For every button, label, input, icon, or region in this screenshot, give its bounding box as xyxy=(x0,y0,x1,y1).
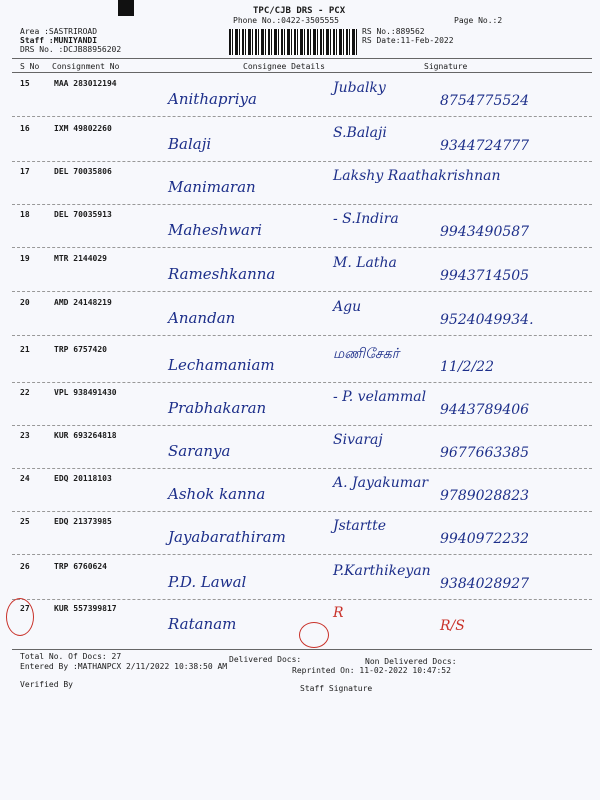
handwritten-signature: Lakshy Raathakrishnan xyxy=(333,168,501,184)
handwritten-signature: R xyxy=(333,605,344,621)
handwritten-signature: Sivaraj xyxy=(333,432,383,448)
row-sno: 27 xyxy=(20,604,30,613)
handwritten-consignee-name: Manimaran xyxy=(168,178,256,196)
staff-signature: Staff Signature xyxy=(300,684,373,693)
row-sno: 16 xyxy=(20,124,30,133)
handwritten-signature: S.Balaji xyxy=(333,125,387,141)
handwritten-signature: Jubalky xyxy=(333,80,386,96)
row-divider xyxy=(12,554,592,555)
row-divider xyxy=(12,335,592,336)
column-consignment: Consignment No xyxy=(52,62,120,71)
row-consignment-no: TRP 6760624 xyxy=(54,562,107,571)
handwritten-consignee-name: Rameshkanna xyxy=(168,265,276,283)
page-number: Page No.:2 xyxy=(454,16,503,25)
row-consignment-no: DEL 70035913 xyxy=(54,210,112,219)
handwritten-note: 9344724777 xyxy=(440,138,530,154)
row-sno: 20 xyxy=(20,298,30,307)
handwritten-note: 9384028927 xyxy=(440,576,530,592)
row-divider xyxy=(12,291,592,292)
drs-number: DRS No. :DCJB88956202 xyxy=(20,45,122,54)
row-sno: 19 xyxy=(20,254,30,263)
row-divider xyxy=(12,382,592,383)
column-signature: Signature xyxy=(424,62,468,71)
handwritten-signature: A. Jayakumar xyxy=(333,475,429,491)
barcode-image xyxy=(229,29,357,55)
red-circle-mark xyxy=(299,622,329,648)
handwritten-consignee-name: Ratanam xyxy=(168,615,237,633)
handwritten-consignee-name: Anithapriya xyxy=(168,90,257,108)
row-sno: 18 xyxy=(20,210,30,219)
staff-label: Staff :MUNIYANDI xyxy=(20,36,98,45)
reprinted-on: Reprinted On: 11-02-2022 10:47:52 xyxy=(292,666,451,675)
handwritten-signature: Jstartte xyxy=(333,518,386,534)
handwritten-signature: மணிசேகர் xyxy=(333,346,400,362)
total-docs: Total No. Of Docs: 27 xyxy=(20,652,122,661)
row-consignment-no: IXM 49802260 xyxy=(54,124,112,133)
row-divider xyxy=(12,247,592,248)
column-rule xyxy=(12,72,592,73)
scan-corner-mark xyxy=(118,0,134,16)
handwritten-consignee-name: Maheshwari xyxy=(168,221,262,239)
row-consignment-no: MTR 2144029 xyxy=(54,254,107,263)
row-sno: 24 xyxy=(20,474,30,483)
row-consignment-no: VPL 938491430 xyxy=(54,388,117,397)
handwritten-note: 9677663385 xyxy=(440,445,530,461)
row-sno: 26 xyxy=(20,562,30,571)
row-divider xyxy=(12,161,592,162)
handwritten-note: 9789028823 xyxy=(440,488,530,504)
area-label: Area :SASTRIROAD xyxy=(20,27,98,36)
handwritten-note: 9943714505 xyxy=(440,268,530,284)
row-sno: 25 xyxy=(20,517,30,526)
row-consignment-no: MAA 283012194 xyxy=(54,79,117,88)
row-divider xyxy=(12,116,592,117)
rs-date: RS Date:11-Feb-2022 xyxy=(362,36,454,45)
handwritten-note: 9943490587 xyxy=(440,224,530,240)
handwritten-signature: - S.Indira xyxy=(333,211,399,227)
handwritten-signature: - P. velammal xyxy=(333,389,427,405)
red-circle-mark xyxy=(6,598,34,636)
rs-number: RS No.:889562 xyxy=(362,27,425,36)
row-divider xyxy=(12,204,592,205)
document-title: TPC/CJB DRS - PCX xyxy=(253,6,346,16)
row-sno: 22 xyxy=(20,388,30,397)
row-consignment-no: KUR 693264818 xyxy=(54,431,117,440)
handwritten-consignee-name: Prabhakaran xyxy=(168,399,267,417)
row-consignment-no: EDQ 21373985 xyxy=(54,517,112,526)
handwritten-consignee-name: Lechamaniam xyxy=(168,356,275,374)
handwritten-note: 9443789406 xyxy=(440,402,530,418)
row-sno: 23 xyxy=(20,431,30,440)
handwritten-note: R/S xyxy=(440,618,465,634)
handwritten-consignee-name: Jayabarathiram xyxy=(168,528,286,546)
column-sno: S No xyxy=(20,62,40,71)
row-sno: 17 xyxy=(20,167,30,176)
handwritten-note: 9940972232 xyxy=(440,531,530,547)
row-consignment-no: KUR 557399817 xyxy=(54,604,117,613)
handwritten-signature: Agu xyxy=(333,299,362,315)
handwritten-note: 9524049934. xyxy=(440,312,534,328)
row-consignment-no: DEL 70035806 xyxy=(54,167,112,176)
non-delivered-docs: Non Delivered Docs: xyxy=(365,657,457,666)
header-rule xyxy=(12,58,592,59)
row-divider xyxy=(12,425,592,426)
row-divider xyxy=(12,599,592,600)
handwritten-note: 8754775524 xyxy=(440,93,530,109)
delivered-docs: Delivered Docs: xyxy=(229,655,302,664)
entered-by: Entered By :MATHANPCX 2/11/2022 10:38:50 AM xyxy=(20,662,228,671)
handwritten-note: 11/2/22 xyxy=(440,359,494,375)
handwritten-signature: P.Karthikeyan xyxy=(333,563,431,579)
row-sno: 21 xyxy=(20,345,30,354)
row-sno: 15 xyxy=(20,79,30,88)
handwritten-consignee-name: Balaji xyxy=(168,135,212,153)
footer-rule xyxy=(12,649,592,650)
row-divider xyxy=(12,468,592,469)
row-consignment-no: EDQ 20118103 xyxy=(54,474,112,483)
handwritten-consignee-name: P.D. Lawal xyxy=(168,573,247,591)
handwritten-signature: M. Latha xyxy=(333,255,397,271)
row-consignment-no: TRP 6757420 xyxy=(54,345,107,354)
verified-by: Verified By xyxy=(20,680,73,689)
handwritten-consignee-name: Saranya xyxy=(168,442,231,460)
handwritten-consignee-name: Anandan xyxy=(168,309,236,327)
column-consignee: Consignee Details xyxy=(243,62,325,71)
row-divider xyxy=(12,511,592,512)
phone-number: Phone No.:0422-3505555 xyxy=(233,16,339,25)
row-consignment-no: AMD 24148219 xyxy=(54,298,112,307)
handwritten-consignee-name: Ashok kanna xyxy=(168,485,266,503)
